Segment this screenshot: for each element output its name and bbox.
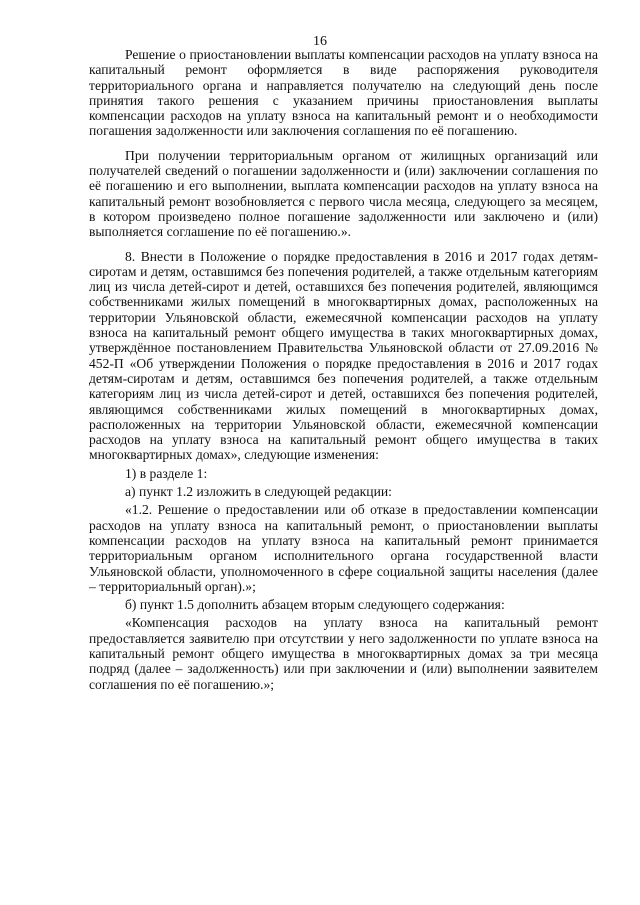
paragraph-resumption: При получении территориальным органом от жилищных организаций или получателей сведений о погашении задолженности и (или) заключении соглашения по её погашению и его выполнении, выплата компенсации расходов на уплату взноса на капитальный ремонт возобновляется с первого числа месяца, следующего за месяцем, в котором произведено полное погашение задолженности или заключено и (или) выполняется соглашение по её погашению.». — [89, 147, 598, 240]
paragraph-section-1: 1) в разделе 1: — [125, 465, 208, 481]
paragraph-point-1-2: а) пункт 1.2 изложить в следующей редакции: — [125, 484, 392, 500]
paragraph-point-1-5: б) пункт 1.5 дополнить абзацем вторым следующего содержания: — [125, 597, 505, 613]
paragraph-quote-1-2: «1.2. Решение о предоставлении или об отказе в предоставлении компенсации расходов на уплату взноса на капитальный ремонт, о приостановлении выплаты компенсации расходов на уплату взноса на капитальный ремонт принимается территориальным органом исполнительного органа государственной власти Ульяновской области, уполномоченного в сфере социальной защиты населения (далее – территориальный орган).»; — [89, 502, 598, 594]
page-number: 16 — [313, 34, 327, 49]
document-body — [89, 47, 598, 692]
paragraph-quote-1-5: «Компенсация расходов на уплату взноса на капитальный ремонт предоставляется заявителю при отсутствии у него задолженности по уплате взноса на капитальный ремонт общего имущества в многоквартирных домах за три месяца подряд (далее – задолженность) или при заключении и (или) выполнении заявителем соглашения по её погашению.»; — [89, 615, 598, 692]
paragraph-suspension-decision: Решение о приостановлении выплаты компенсации расходов на уплату взноса на капитальный ремонт оформляется в виде распоряжения руководителя территориального органа и направляется получателю на следующий день после принятия такого решения с указанием причины приостановления выплаты компенсации расходов на уплату взноса на капитальный ремонт и о необходимости погашения задолженности или заключения соглашения по её погашению. — [89, 47, 598, 139]
paragraph-item-8: 8. Внести в Положение о порядке предоставления в 2016 и 2017 годах детям-сиротам и детям, оставшимся без попечения родителей, а также отдельным категориям лиц из числа детей-сирот и детей, оставшихся без попечения родителей, являющимся собственниками жилых помещений в многоквартирных домах, расположенных на территории Ульяновской области, ежемесячной компенсации расходов на уплату взноса на капитальный ремонт общего имущества в таких многоквартирных домах, утверждённое постановлением Правительства Ульяновской области от 27.09.2016 № 452-П «Об утверждении Положения о порядке предоставления в 2016 и 2017 годах детям-сиротам и детям, оставшимся без попечения родителей, а также отдельным категориям лиц из числа детей-сирот и детей, оставшихся без попечения родителей, являющимся собственниками жилых помещений в многоквартирных домах, расположенных на территории Ульяновской области, ежемесячной компенсации расходов на уплату взноса на капитальный ремонт общего имущества в таких многоквартирных домах», следующие изменения: — [89, 248, 598, 463]
